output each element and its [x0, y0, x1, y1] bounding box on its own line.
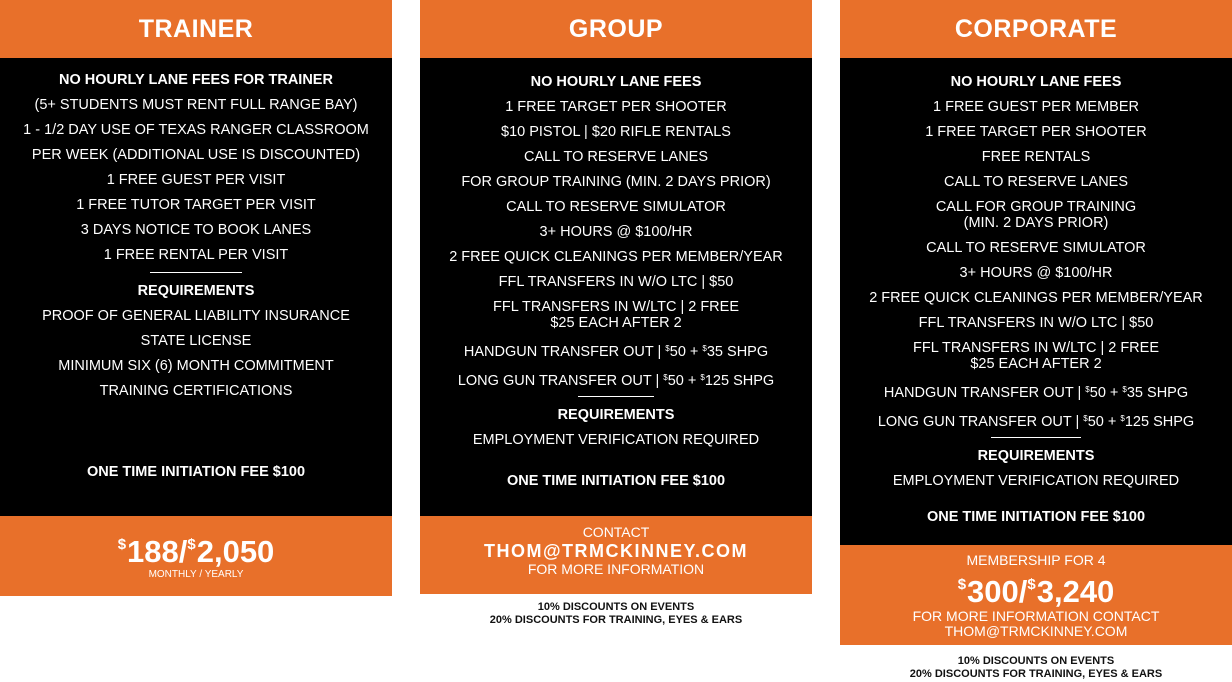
trainer-requirements-heading: REQUIREMENTS	[137, 283, 255, 299]
corporate-contact-email[interactable]: THOM@TRMCKINNEY.COM	[944, 623, 1128, 639]
group-benefit: CALL TO RESERVE SIMULATOR	[506, 199, 726, 215]
spacer	[0, 404, 392, 452]
corporate-discounts	[840, 655, 1232, 681]
spacer	[840, 494, 1232, 505]
group-handgun-transfer	[420, 336, 812, 365]
trainer-benefit: NO HOURLY LANE FEES FOR TRAINER	[59, 72, 333, 88]
group-ffl-ltc	[420, 295, 812, 336]
trainer-initiation-fee: ONE TIME INITIATION FEE $100	[86, 464, 306, 480]
longgun-prefix: LONG GUN TRANSFER OUT |	[457, 373, 664, 389]
corporate-title: CORPORATE	[840, 0, 1232, 58]
trainer-benefit: 1 FREE TUTOR TARGET PER VISIT	[76, 197, 316, 213]
corporate-group-training-line-2: (MIN. 2 DAYS PRIOR)	[963, 215, 1109, 231]
divider	[578, 396, 654, 397]
dollar-sign: $	[665, 344, 670, 353]
group-benefit: FFL TRANSFERS IN W/O LTC | $50	[498, 274, 734, 290]
longgun-prefix: LONG GUN TRANSFER OUT |	[877, 414, 1084, 430]
corporate-requirements-heading: REQUIREMENTS	[977, 448, 1095, 464]
group-ffl-ltc-line-1: FFL TRANSFERS IN W/LTC | 2 FREE	[493, 299, 739, 315]
spacer	[420, 453, 812, 469]
corporate-ffl-ltc	[840, 336, 1232, 377]
group-benefit: $10 PISTOL | $20 RIFLE RENTALS	[501, 124, 731, 140]
group-benefit: NO HOURLY LANE FEES	[530, 74, 702, 90]
trainer-benefit: 3 DAYS NOTICE TO BOOK LANES	[80, 222, 312, 238]
discount-events: 10% DISCOUNTS ON EVENTS	[957, 655, 1115, 667]
longgun-shipping: 125 SHPG	[704, 373, 775, 389]
group-card	[420, 0, 812, 627]
corporate-benefit: NO HOURLY LANE FEES	[950, 74, 1122, 90]
longgun-fee: 50 +	[1087, 414, 1121, 430]
corporate-benefit: FFL TRANSFERS IN W/O LTC | $50	[918, 315, 1154, 331]
currency-symbol: $	[1027, 576, 1036, 593]
dollar-sign: $	[700, 373, 705, 382]
corporate-group-training	[840, 195, 1232, 236]
corporate-card	[840, 0, 1232, 681]
handgun-prefix: HANDGUN TRANSFER OUT |	[883, 385, 1086, 401]
group-benefit: CALL TO RESERVE LANES	[523, 149, 709, 165]
price-monthly: 188/	[127, 534, 188, 569]
dollar-sign: $	[702, 344, 707, 353]
group-discounts	[420, 601, 812, 627]
trainer-price-block	[0, 516, 392, 596]
group-longgun-transfer	[420, 365, 812, 394]
trainer-requirement: MINIMUM SIX (6) MONTH COMMITMENT	[58, 358, 334, 374]
dollar-sign: $	[1122, 385, 1127, 394]
longgun-fee: 50 +	[667, 373, 701, 389]
divider	[150, 272, 242, 273]
corporate-benefit: 3+ HOURS @ $100/HR	[959, 265, 1113, 281]
corporate-ffl-ltc-line-1: FFL TRANSFERS IN W/LTC | 2 FREE	[913, 340, 1159, 356]
price-yearly: 2,050	[196, 534, 275, 569]
corporate-benefit: FREE RENTALS	[981, 149, 1091, 165]
group-benefit: 1 FREE TARGET PER SHOOTER	[505, 99, 727, 115]
currency-symbol: $	[957, 576, 967, 593]
corporate-handgun-transfer	[840, 377, 1232, 406]
corporate-initiation-fee: ONE TIME INITIATION FEE $100	[926, 509, 1146, 525]
trainer-price-caption: MONTHLY / YEARLY	[148, 569, 244, 580]
dollar-sign: $	[1085, 385, 1090, 394]
group-benefit: 2 FREE QUICK CLEANINGS PER MEMBER/YEAR	[449, 249, 783, 265]
longgun-shipping: 125 SHPG	[1124, 414, 1195, 430]
discount-training: 20% DISCOUNTS FOR TRAINING, EYES & EARS	[489, 614, 743, 626]
corporate-membership-label: MEMBERSHIP FOR 4	[966, 552, 1106, 568]
handgun-fee: 50 +	[1089, 385, 1123, 401]
trainer-price	[0, 528, 392, 569]
trainer-card	[0, 0, 392, 596]
group-requirement: EMPLOYMENT VERIFICATION REQUIRED	[472, 432, 760, 448]
group-benefit: FOR GROUP TRAINING (MIN. 2 DAYS PRIOR)	[461, 174, 771, 190]
corporate-price-block	[840, 545, 1232, 645]
group-ffl-ltc-line-2: $25 EACH AFTER 2	[550, 315, 682, 331]
group-contact-more: FOR MORE INFORMATION	[527, 561, 705, 577]
corporate-price	[840, 568, 1232, 609]
handgun-shipping: 35 SHPG	[1126, 385, 1189, 401]
price-monthly: 300/	[967, 574, 1028, 609]
corporate-group-training-line-1: CALL FOR GROUP TRAINING	[935, 199, 1137, 215]
trainer-requirement: PROOF OF GENERAL LIABILITY INSURANCE	[42, 308, 350, 324]
corporate-longgun-transfer	[840, 406, 1232, 435]
trainer-requirement: TRAINING CERTIFICATIONS	[99, 383, 293, 399]
trainer-benefit: (5+ STUDENTS MUST RENT FULL RANGE BAY)	[34, 97, 358, 113]
corporate-contact-line-1: FOR MORE INFORMATION CONTACT	[912, 608, 1160, 624]
group-contact-label: CONTACT	[582, 524, 650, 540]
handgun-fee: 50 +	[669, 344, 703, 360]
group-benefits	[420, 58, 812, 516]
group-initiation-fee: ONE TIME INITIATION FEE $100	[506, 473, 726, 489]
group-requirements-heading: REQUIREMENTS	[557, 407, 675, 423]
dollar-sign: $	[1120, 414, 1125, 423]
corporate-benefit: CALL TO RESERVE LANES	[943, 174, 1129, 190]
discount-events: 10% DISCOUNTS ON EVENTS	[537, 601, 695, 613]
trainer-title: TRAINER	[0, 0, 392, 58]
corporate-benefits	[840, 58, 1232, 545]
corporate-benefit: 1 FREE GUEST PER MEMBER	[933, 99, 1139, 115]
trainer-benefits	[0, 58, 392, 516]
dollar-sign: $	[663, 373, 668, 382]
handgun-prefix: HANDGUN TRANSFER OUT |	[463, 344, 666, 360]
group-title: GROUP	[420, 0, 812, 58]
trainer-benefit: 1 FREE GUEST PER VISIT	[106, 172, 286, 188]
trainer-requirement: STATE LICENSE	[140, 333, 252, 349]
currency-symbol: $	[187, 536, 196, 553]
handgun-shipping: 35 SHPG	[706, 344, 769, 360]
currency-symbol: $	[117, 536, 127, 553]
group-contact-email[interactable]: THOM@TRMCKINNEY.COM	[483, 541, 749, 561]
divider	[991, 437, 1081, 438]
corporate-ffl-ltc-line-2: $25 EACH AFTER 2	[970, 356, 1102, 372]
trainer-benefit: 1 FREE RENTAL PER VISIT	[103, 247, 289, 263]
price-yearly: 3,240	[1036, 574, 1115, 609]
discount-training: 20% DISCOUNTS FOR TRAINING, EYES & EARS	[909, 668, 1163, 680]
corporate-benefit: CALL TO RESERVE SIMULATOR	[926, 240, 1146, 256]
trainer-benefit: 1 - 1/2 DAY USE OF TEXAS RANGER CLASSROOM	[23, 122, 369, 138]
corporate-benefit: 1 FREE TARGET PER SHOOTER	[925, 124, 1147, 140]
dollar-sign: $	[1083, 414, 1088, 423]
corporate-requirement: EMPLOYMENT VERIFICATION REQUIRED	[892, 473, 1180, 489]
corporate-benefit: 2 FREE QUICK CLEANINGS PER MEMBER/YEAR	[869, 290, 1203, 306]
trainer-benefit: PER WEEK (ADDITIONAL USE IS DISCOUNTED)	[31, 147, 361, 163]
group-contact-block	[420, 516, 812, 594]
group-benefit: 3+ HOURS @ $100/HR	[539, 224, 693, 240]
